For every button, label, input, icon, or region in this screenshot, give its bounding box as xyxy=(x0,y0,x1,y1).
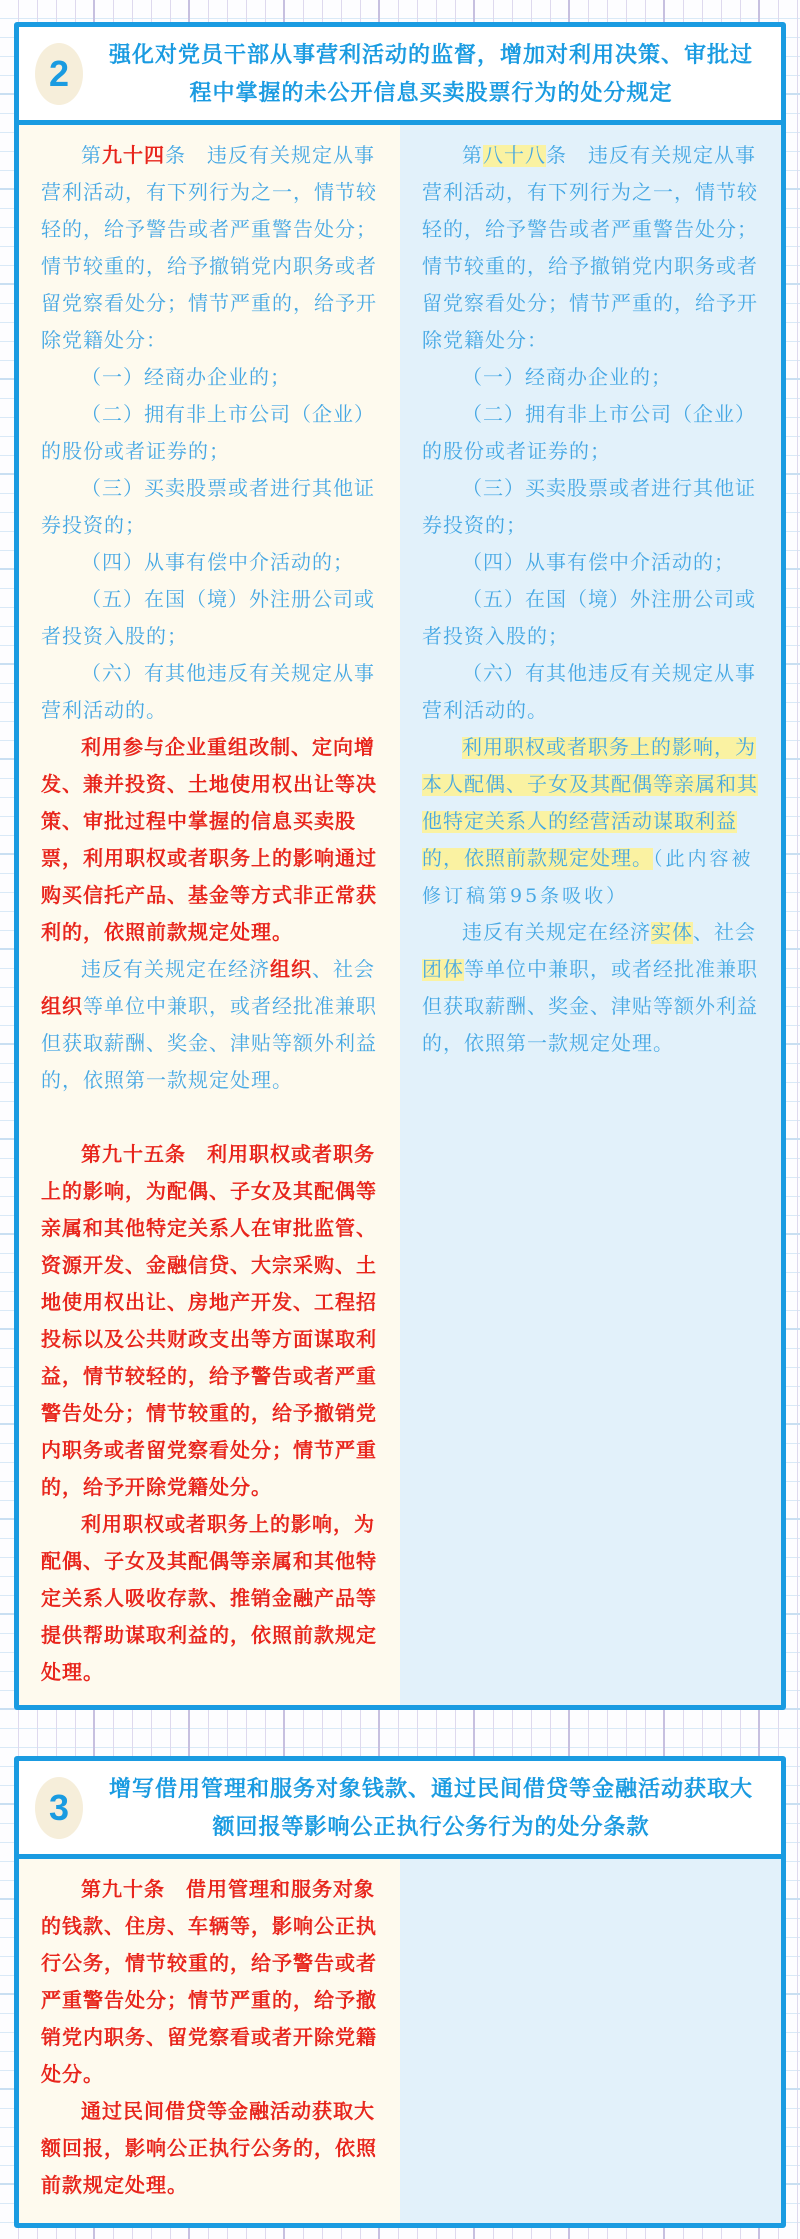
paragraph xyxy=(41,138,382,360)
paragraph xyxy=(41,952,382,1100)
text-run-red: 通过民间借贷等金融活动获取大额回报，影响公正执行公务的，依照前款规定处理。 xyxy=(41,2101,377,2197)
text-run-red: 组织 xyxy=(41,996,83,1018)
text-run-blue: （二）拥有非上市公司（企业）的股份或者证券的； xyxy=(422,404,756,463)
section-2-right-column-original xyxy=(400,125,781,1705)
paragraph xyxy=(41,545,382,582)
text-run-hl: 团体 xyxy=(422,959,464,981)
paragraph xyxy=(41,2094,382,2205)
text-run-blue: 第 xyxy=(81,145,102,167)
paragraph xyxy=(422,915,763,1063)
paragraph xyxy=(422,656,763,730)
section-3-left-column-revised xyxy=(19,1859,400,2223)
text-run-red: 第九十条 借用管理和服务对象的钱款、住房、车辆等，影响公正执行公务，情节较重的，给予警告或者严重警告处分；情节严重的，给予撤销党内职务、留党察看或者开除党籍处分。 xyxy=(41,1879,377,2086)
section-3-right-column-original xyxy=(400,1859,781,2223)
text-run-hl: 八十八 xyxy=(483,145,546,167)
paragraph xyxy=(422,545,763,582)
text-run-blue: （一）经商办企业的； xyxy=(81,367,291,389)
paragraph xyxy=(422,730,763,915)
paragraph xyxy=(41,360,382,397)
text-run-blue: （六）有其他违反有关规定从事营利活动的。 xyxy=(41,663,375,722)
paragraph xyxy=(422,397,763,471)
text-run-red: 利用参与企业重组改制、定向增发、兼并投资、土地使用权出让等决策、审批过程中掌握的信息买卖股票，利用职权或者职务上的影响通过购买信托产品、基金等方式非正常获利的，依照前款规定处理。 xyxy=(41,737,377,944)
section-2-number: 2 xyxy=(48,52,70,94)
text-run-blue: （四）从事有偿中介活动的； xyxy=(462,552,735,574)
text-run-blue: （三）买卖股票或者进行其他证券投资的； xyxy=(41,478,375,537)
section-2-left-column-revised xyxy=(19,125,400,1705)
text-run-blue: （六）有其他违反有关规定从事营利活动的。 xyxy=(422,663,756,722)
text-run-blue: （一）经商办企业的； xyxy=(462,367,672,389)
text-run-blue: （五）在国（境）外注册公司或者投资入股的； xyxy=(41,589,375,648)
section-2-header xyxy=(19,27,781,125)
text-run-blue: 、社会 xyxy=(312,959,375,981)
section-2-title: 强化对党员干部从事营利活动的监督，增加对利用决策、审批过程中掌握的未公开信息买卖股票行为的处分规定 xyxy=(108,41,753,105)
text-run-red: 九十四 xyxy=(102,145,165,167)
paragraph xyxy=(422,471,763,545)
text-run-blue: 等单位中兼职，或者经批准兼职但获取薪酬、奖金、津贴等额外利益的，依照第一款规定处理。 xyxy=(422,959,758,1055)
section-3-header xyxy=(19,1761,781,1859)
text-run-hl: 利用职权或者职务上的影响，为本人配偶、子女及其配偶等亲属和其他特定关系人的经营活动谋取利益的，依照前款规定处理。 xyxy=(422,737,758,870)
text-run-blue: 第 xyxy=(462,145,483,167)
paragraph xyxy=(41,471,382,545)
section-3-number-badge xyxy=(35,1777,83,1839)
text-run-blue: （四）从事有偿中介活动的； xyxy=(81,552,354,574)
text-run-blue: 违反有关规定在经济 xyxy=(81,959,270,981)
paragraph xyxy=(41,730,382,952)
text-run-blue: （五）在国（境）外注册公司或者投资入股的； xyxy=(422,589,756,648)
paragraph xyxy=(422,360,763,397)
section-3-comparison-body xyxy=(19,1859,781,2223)
text-run-blue: 违反有关规定在经济 xyxy=(462,922,651,944)
text-run-hl: 实体 xyxy=(651,922,693,944)
section-2-number-badge xyxy=(35,43,83,105)
section-3-number: 3 xyxy=(48,1786,70,1828)
section-2-comparison-body xyxy=(19,125,781,1705)
paragraph xyxy=(41,656,382,730)
paragraph xyxy=(41,582,382,656)
text-run-red: 第九十五条 利用职权或者职务上的影响，为配偶、子女及其配偶等亲属和其他特定关系人在审批监管、资源开发、金融信贷、大宗采购、土地使用权出让、房地产开发、工程招投标以及公共财政支出等方面谋取利益，情节较轻的，给予警告或者严重警告处分；情节较重的，给予撤销党内职务或者留党察看处分；情节严重的，给予开除党籍处分。 xyxy=(41,1144,377,1499)
text-run-blue: 等单位中兼职，或者经批准兼职但获取薪酬、奖金、津贴等额外利益的，依照第一款规定处理。 xyxy=(41,996,377,1092)
section-panel-3 xyxy=(14,1756,786,2228)
paragraph xyxy=(41,397,382,471)
paragraph xyxy=(41,1137,382,1507)
text-run-blue: 条 违反有关规定从事营利活动，有下列行为之一，情节较轻的，给予警告或者严重警告处分；情节较重的，给予撤销党内职务或者留党察看处分；情节严重的，给予开除党籍处分： xyxy=(41,145,377,352)
text-run-blue: 条 违反有关规定从事营利活动，有下列行为之一，情节较轻的，给予警告或者严重警告处分；情节较重的，给予撤销党内职务或者留党察看处分；情节严重的，给予开除党籍处分： xyxy=(422,145,758,352)
paragraph xyxy=(422,582,763,656)
text-run-blue: 、社会 xyxy=(693,922,756,944)
paragraph xyxy=(422,138,763,360)
text-run-red: 组织 xyxy=(270,959,312,981)
section-3-title: 增写借用管理和服务对象钱款、通过民间借贷等金融活动获取大额回报等影响公正执行公务行为的处分条款 xyxy=(108,1775,753,1839)
text-run-kai: （此内容被修订稿第95条吸收） xyxy=(422,848,754,907)
text-run-blue: （二）拥有非上市公司（企业）的股份或者证券的； xyxy=(41,404,375,463)
paragraph xyxy=(41,1872,382,2094)
text-run-blue: （三）买卖股票或者进行其他证券投资的； xyxy=(422,478,756,537)
paragraph xyxy=(41,1507,382,1692)
text-run-red: 利用职权或者职务上的影响，为配偶、子女及其配偶等亲属和其他特定关系人吸收存款、推销金融产品等提供帮助谋取利益的，依照前款规定处理。 xyxy=(41,1514,377,1684)
section-panel-2 xyxy=(14,22,786,1710)
